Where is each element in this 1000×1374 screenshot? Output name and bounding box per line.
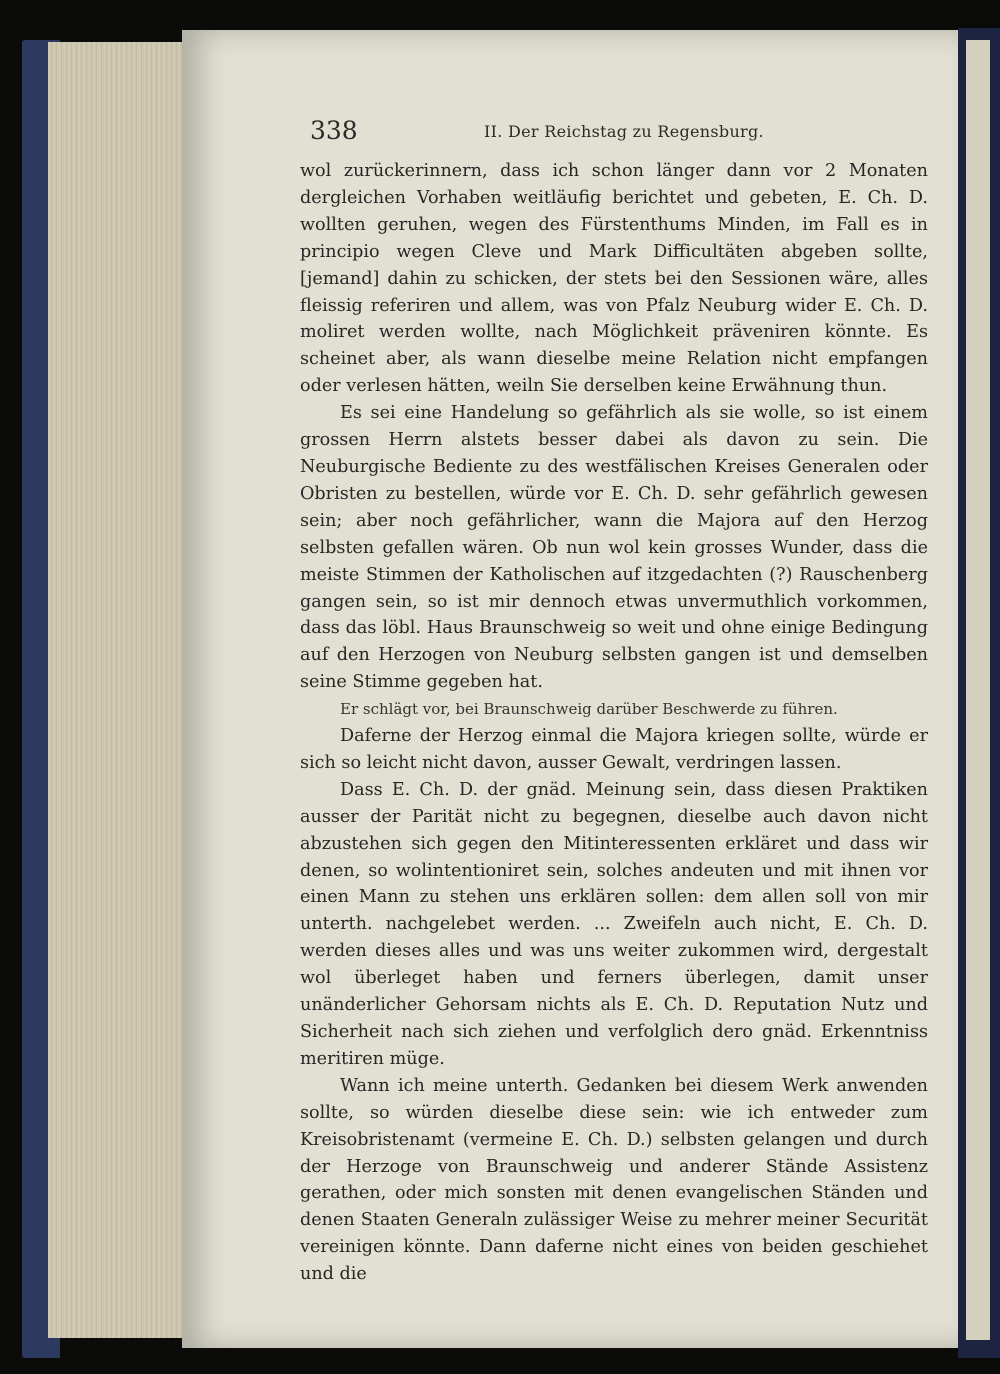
page-edges: [48, 42, 188, 1338]
editorial-note: Er schlägt vor, bei Braunschweig darüber Beschwerde zu führen.: [340, 700, 838, 719]
paragraph: Daferne der Herzog einmal die Majora kriegen sollte, würde er sich so leicht nicht davon, ausser Gewalt, verdringen lassen.: [300, 726, 928, 773]
paragraph: wol zurückerinnern, dass ich schon länger dann vor 2 Monaten dergleichen Vorhaben weitläufig berichtet und gebeten, E. Ch. D. wollten geruhen, wegen des Fürstenthums Minden, im Fall es in principio wegen Cleve und Mark Difficultäten abgeben sollte, [jemand] dahin zu schicken, der stets bei den Sessionen wäre, alles fleissig referiren und allem, was von Pfalz Neuburg wider E. Ch. D. moliret werden wollte, nach Möglichkeit präveniren könnte. Es scheinet aber, als wann dieselbe meine Relation nicht empfangen oder verlesen hätten, weiln Sie derselben keine Erwähnung thun.: [300, 161, 928, 397]
book-page: [182, 30, 958, 1348]
paragraph: Dass E. Ch. D. der gnäd. Meinung sein, dass diesen Praktiken ausser der Parität nicht zu begegnen, dieselbe auch davon nicht abzustehen sich gegen den Mitinteressenten erkläret und dass wir denen, so wolintentioniret sein, solches andeuten und mit ihnen vor einen Mann zu stehen uns erklären sollen: dem allen soll von mir unterth. nachgelebet werden. ... Zweifeln auch nicht, E. Ch. D. werden dieses alles und was uns weiter zukommen wird, dergestalt wol überleget haben und ferners überlegen, damit unser unänderlicher Gehorsam nichts als E. Ch. D. Reputation Nutz und Sicherheit nach sich ziehen und verfolglich dero gnäd. Erkenntniss meritiren müge.: [300, 779, 928, 1069]
paragraph: Wann ich meine unterth. Gedanken bei diesem Werk anwenden sollte, so würden dieselbe diese sein: wie ich entweder zum Kreisobristenamt (vermeine E. Ch. D.) selbsten gelangen und durch der Herzoge von Braunschweig und anderer Stände Assistenz gerathen, oder mich sonsten mit denen evangelischen Ständen und denen Staaten Generaln zulässiger Weise zu mehrer meiner Securität vereinigen könnte. Dann daferne nicht eines von beiden geschiehet und die: [300, 1075, 928, 1285]
page-header: [310, 116, 910, 152]
paragraph: Es sei eine Handelung so gefährlich als sie wolle, so ist einem grossen Herrn alstets besser dabei als davon zu sein. Die Neuburgische Bediente zu des westfälischen Kreises Generalen oder Obristen zu bestellen, würde vor E. Ch. D. sehr gefährlich gewesen sein; aber noch gefährlicher, wann die Majora auf den Herzog selbsten gefallen wären. Ob nun wol kein grosses Wunder, dass die meiste Stimmen der Katholischen auf itzgedachten (?) Rauschenberg gangen sein, so ist mir dennoch etwas unvermuthlich vorkommen, dass das löbl. Haus Braunschweig so weit und ohne einige Bedingung auf den Herzogen von Neuburg selbsten gangen ist und demselben seine Stimme gegeben hat.: [300, 403, 928, 693]
page-number: 338: [310, 116, 358, 145]
body-text: [300, 158, 928, 1288]
facing-page-edge: [966, 40, 990, 1340]
running-head: II. Der Reichstag zu Regensburg.: [484, 122, 764, 141]
